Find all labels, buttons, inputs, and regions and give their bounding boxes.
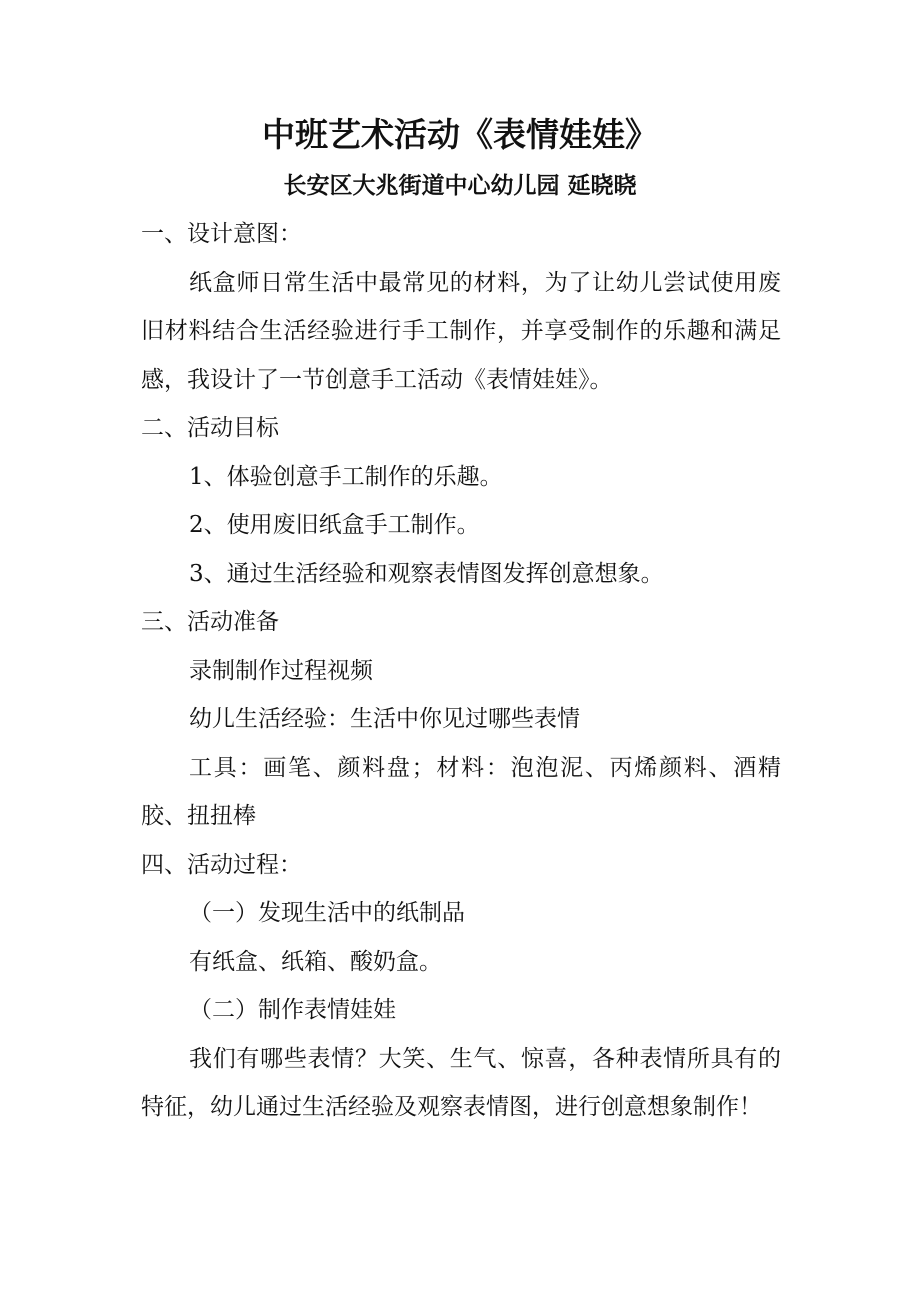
step-heading: （一）发现生活中的纸制品 [189,900,465,926]
author-line: 长安区大兆街道中心幼儿园 延晓晓 [283,173,637,199]
section-heading-design: 一、设计意图： [141,221,302,247]
prep-item: 工具：画笔、颜料盘；材料：泡泡泥、丙烯颜料、酒精胶、扭扭棒 [141,754,781,829]
prep-item: 录制制作过程视频 [189,657,373,684]
section-heading-goals: 二、活动目标 [141,415,279,441]
section-heading-process: 四、活动过程： [141,851,302,878]
step-text: 有纸盒、纸箱、酸奶盒。 [189,948,442,975]
step-text: 我们有哪些表情？大笑、生气、惊喜，各种表情所具有的特征，幼儿通过生活经验及观察表情图，进行创意想象制作！ [141,1045,781,1120]
document-body [141,210,781,1132]
goal-item: 3、通过生活经验和观察表情图发挥创意想象。 [189,560,664,587]
prep-item: 幼儿生活经验：生活中你见过哪些表情 [189,706,580,732]
design-paragraph: 纸盒师日常生活中最常见的材料，为了让幼儿尝试使用废旧材料结合生活经验进行手工制作，并享受制作的乐趣和满足感，我设计了一节创意手工活动《表情娃娃》。 [141,269,781,393]
document-title: 中班艺术活动《表情娃娃》 [262,115,658,154]
section-heading-prep: 三、活动准备 [141,609,279,635]
goal-item: 2、使用废旧纸盒手工制作。 [189,512,480,538]
step-heading: （二）制作表情娃娃 [189,997,396,1023]
goal-item: 1、体验创意手工制作的乐趣。 [189,463,503,490]
